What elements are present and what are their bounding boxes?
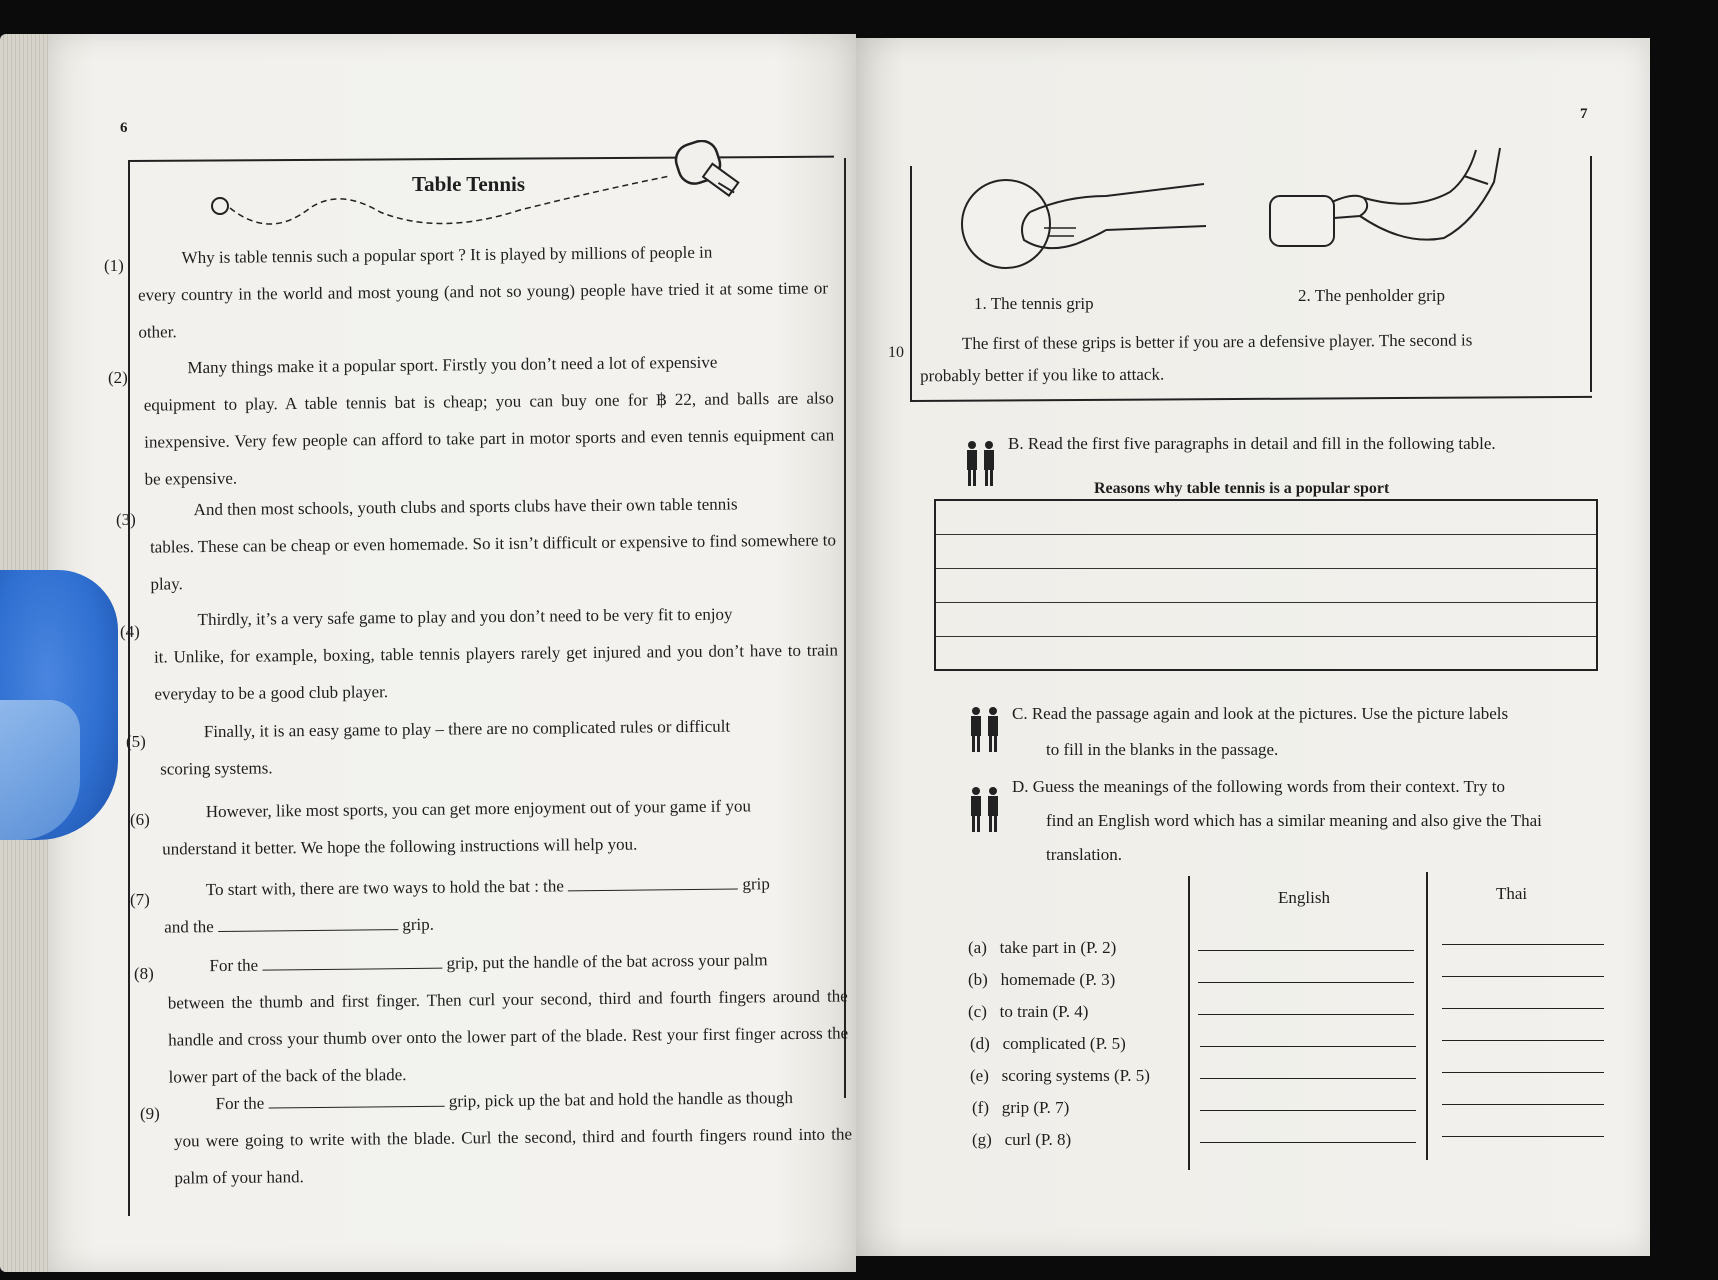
reasons-row[interactable] <box>936 603 1596 637</box>
ball-icon <box>212 198 228 214</box>
reasons-row[interactable] <box>936 501 1596 535</box>
paragraph-5: Finally, it is an easy game to play – there are no complicated rules or difficult scoring systems. <box>160 716 731 779</box>
grips-frame-left <box>910 166 912 402</box>
english-answer-line[interactable] <box>1198 950 1414 951</box>
penholder-grip-illustration <box>1264 142 1514 262</box>
vocab-item: (a) take part in (P. 2) <box>968 938 1117 957</box>
caption-tennis-grip: 1. The tennis grip <box>974 294 1094 313</box>
reasons-row[interactable] <box>936 569 1596 603</box>
thai-answer-line[interactable] <box>1442 1104 1604 1105</box>
fill-blank[interactable] <box>262 956 442 971</box>
right-page-number: 7 <box>1580 106 1588 122</box>
left-page-number: 6 <box>120 120 128 136</box>
paragraph-number: (9) <box>140 1104 160 1123</box>
tennis-grip-illustration <box>956 170 1216 270</box>
vocab-item: (d) complicated (P. 5) <box>970 1034 1126 1053</box>
thai-answer-line[interactable] <box>1442 1136 1604 1137</box>
reasons-row[interactable] <box>936 637 1596 671</box>
table-title: Reasons why table tennis is a popular sport <box>1094 480 1390 497</box>
column-header-thai: Thai <box>1496 884 1528 903</box>
english-answer-line[interactable] <box>1200 1078 1416 1079</box>
task-d-instruction: D. Guess the meanings of the following words from their context. Try to find an English word which has a similar meaning and also give the Thai translation. <box>1012 777 1542 864</box>
reasons-row[interactable] <box>936 535 1596 569</box>
paragraph-number: (3) <box>116 510 136 529</box>
english-answer-line[interactable] <box>1200 1046 1416 1047</box>
paragraph-3: And then most schools, youth clubs and sports clubs have their own table tennis tables. These can be cheap or even homemade. So it isn’t difficult or expensive to find somewhere to play. <box>149 494 837 594</box>
english-answer-line[interactable] <box>1200 1110 1416 1111</box>
paragraph-2: Many things make it a popular sport. Firstly you don’t need a lot of expensive equipment to play. A table tennis bat is cheap; you can buy one for ฿ 22, and balls are also inexpensive. Very few people can afford to take part in motor sports and even tennis equipment can be expensive. <box>143 352 835 489</box>
pair-work-icon <box>968 786 1002 834</box>
hand-icon <box>1332 196 1367 218</box>
fill-blank[interactable] <box>218 917 398 932</box>
vocab-item: (b) homemade (P. 3) <box>968 970 1116 989</box>
vocab-item: (f) grip (P. 7) <box>972 1098 1070 1117</box>
english-answer-line[interactable] <box>1198 982 1414 983</box>
vocab-item: (e) scoring systems (P. 5) <box>970 1066 1150 1085</box>
vocab-item: (g) curl (P. 8) <box>972 1130 1072 1149</box>
thai-answer-line[interactable] <box>1442 1008 1604 1009</box>
paragraph-number: (5) <box>126 732 146 751</box>
paragraph-number: (6) <box>130 810 150 829</box>
paragraph-number: (7) <box>130 890 150 909</box>
bat-icon <box>672 140 741 208</box>
paragraph-number: 10 <box>888 344 904 361</box>
thai-answer-line[interactable] <box>1442 1072 1604 1073</box>
thai-answer-line[interactable] <box>1442 976 1604 977</box>
pair-work-icon <box>964 440 998 488</box>
task-c-instruction: C. Read the passage again and look at the pictures. Use the picture labels to fill in the blanks in the passage. <box>1012 704 1509 759</box>
paragraph-number: (8) <box>134 964 154 983</box>
frame-left-border <box>128 160 130 1216</box>
pair-work-icon <box>968 706 1002 754</box>
paragraph-6: However, like most sports, you can get more enjoyment out of your game if you understand it better. We hope the following instructions will help you. <box>162 796 751 859</box>
grips-frame-right <box>1590 156 1592 392</box>
fill-blank[interactable] <box>268 1094 444 1109</box>
fill-blank[interactable] <box>568 877 738 892</box>
paragraph-1: Why is table tennis such a popular sport ? It is played by millions of people in every country in the world and most young (and not so young) people have tried it at some time or other. <box>137 242 829 342</box>
vocab-item: (c) to train (P. 4) <box>968 1002 1089 1021</box>
paragraph-8: For the grip, put the handle of the bat across your palm between the thumb and first finger. Then curl your second, third and fourth fingers around the handle and cross your thumb over onto the lower part of the blade. Rest your first finger across the lower part of the back of the blade. <box>167 950 849 1087</box>
thai-answer-line[interactable] <box>1442 944 1604 945</box>
page-title: Table Tennis <box>412 172 526 196</box>
bat-icon <box>1270 196 1334 246</box>
thai-answer-line[interactable] <box>1442 1040 1604 1041</box>
bat-icon <box>962 180 1050 268</box>
english-answer-line[interactable] <box>1198 1014 1414 1015</box>
paragraph-number: (4) <box>120 622 140 641</box>
paragraph-9: For the grip, pick up the bat and hold the handle as though you were going to write with the blade. Curl the second, third and fourth fingers round into the palm of your hand. <box>173 1088 853 1188</box>
reasons-table <box>934 499 1598 671</box>
column-divider <box>1426 872 1428 1160</box>
task-b-instruction: B. Read the first five paragraphs in detail and fill in the following table. <box>1008 434 1496 453</box>
paragraph-7: To start with, there are two ways to hold the bat : the grip and the grip. <box>164 874 770 937</box>
paragraph-number: (2) <box>108 368 128 387</box>
caption-penholder-grip: 2. The penholder grip <box>1298 286 1445 305</box>
column-header-english: English <box>1278 888 1330 907</box>
paragraph-number: (1) <box>104 256 124 275</box>
paragraph-10: The first of these grips is better if you are a defensive player. The second is probably better if you like to attack. <box>920 330 1473 386</box>
paragraph-4: Thirdly, it’s a very safe game to play and you don’t need to be very fit to enjoy it. Unlike, for example, boxing, table tennis players rarely get injured and you don’t have to train everyday to be a good club player. <box>153 604 839 704</box>
english-answer-line[interactable] <box>1200 1142 1416 1143</box>
column-divider <box>1188 876 1190 1170</box>
ball-and-bat-illustration <box>200 140 760 230</box>
